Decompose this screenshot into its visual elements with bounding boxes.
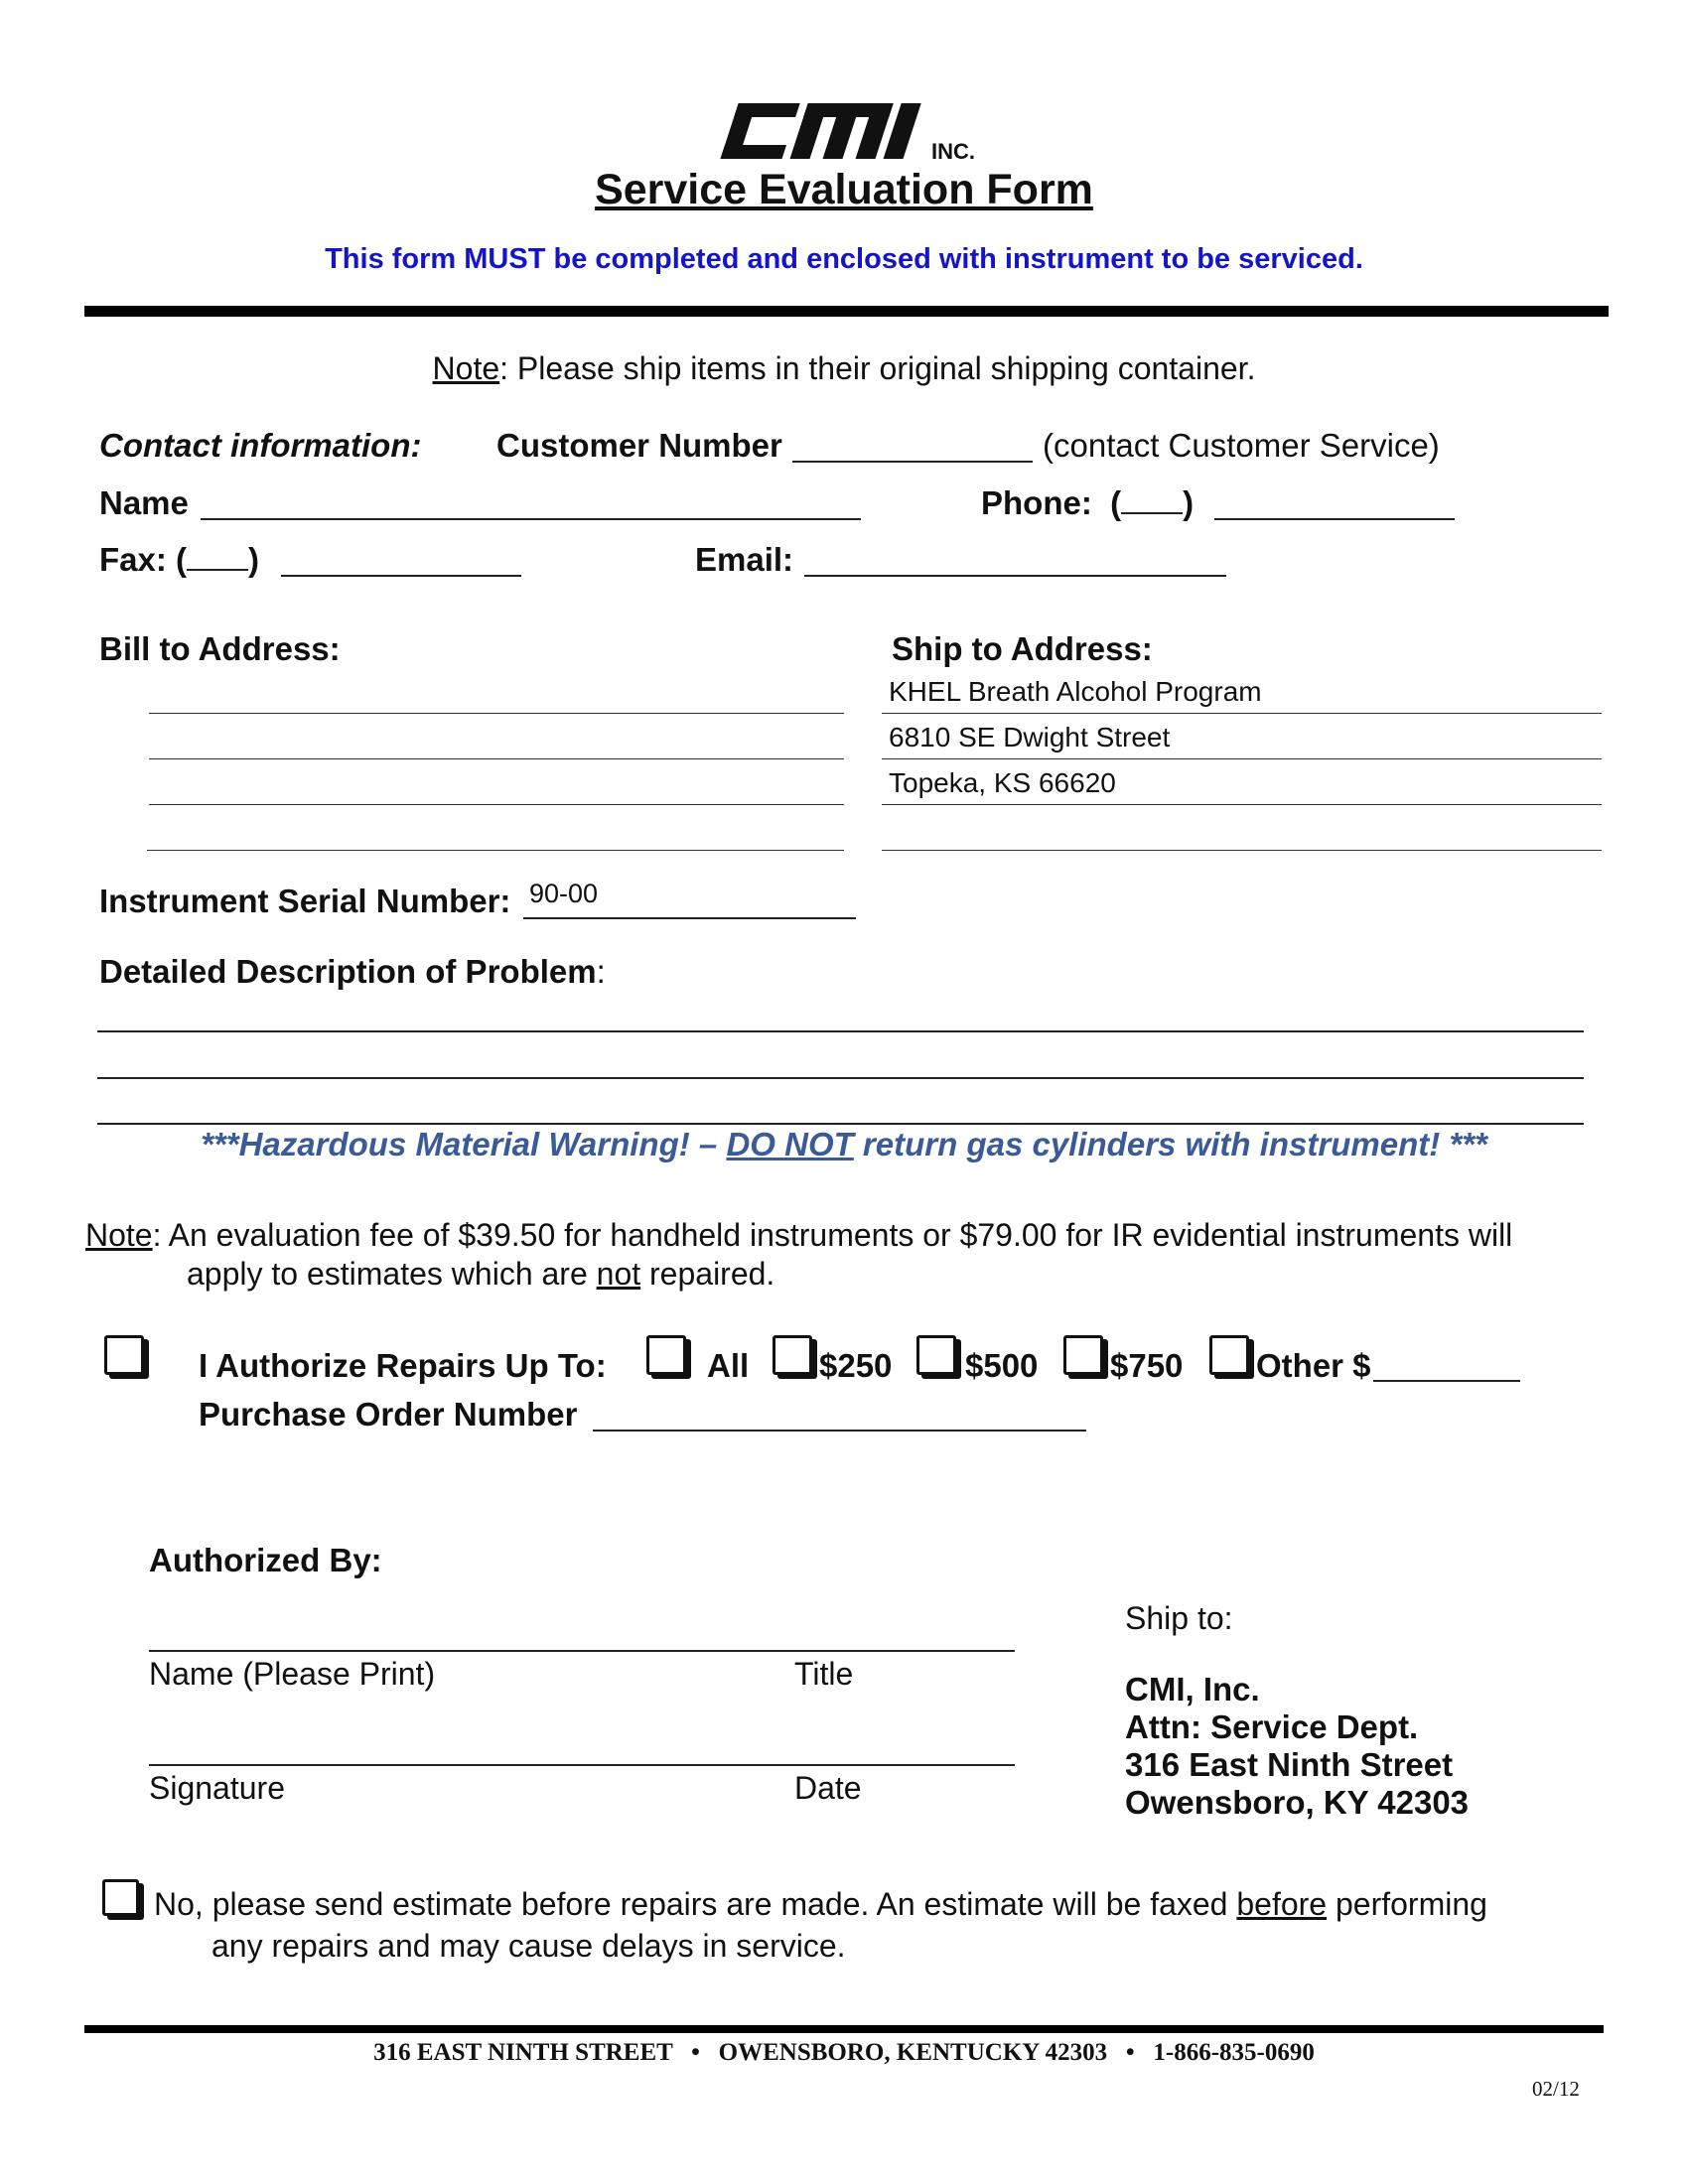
fee-note-line-2 xyxy=(187,1256,774,1293)
option-750-label: $750 xyxy=(1110,1347,1184,1384)
note-text: : Please ship items in their original shipping container. xyxy=(499,350,1256,386)
company-logo xyxy=(710,99,958,163)
footer-address xyxy=(0,2039,1688,2067)
option-other-checkbox[interactable] xyxy=(1209,1335,1249,1375)
phone-label xyxy=(981,484,1194,522)
fax-paren-close: ) xyxy=(248,541,260,578)
ship-to-line-4[interactable] xyxy=(882,850,1602,851)
estimate-before: before xyxy=(1236,1886,1328,1922)
name-field[interactable] xyxy=(201,518,861,520)
bill-to-label: Bill to Address: xyxy=(99,630,341,667)
fax-label xyxy=(99,541,259,579)
customer-number-hint: (contact Customer Service) xyxy=(1043,427,1440,464)
form-subtitle: This form MUST be completed and enclosed with instrument to be serviced. xyxy=(325,243,1363,275)
option-500-label: $500 xyxy=(965,1347,1039,1384)
ship-to-line-1[interactable] xyxy=(882,713,1602,714)
footer-bullet-2: • xyxy=(1125,2039,1135,2066)
hazard-warning xyxy=(0,1126,1688,1163)
fee-note-line-1 xyxy=(85,1217,1512,1254)
title-label: Title xyxy=(794,1656,854,1692)
bill-to-line-3[interactable] xyxy=(149,804,844,805)
serial-number-field[interactable] xyxy=(523,917,856,919)
name-label: Name xyxy=(99,484,189,521)
option-500-checkbox[interactable] xyxy=(916,1335,956,1375)
ship-to-city: Owensboro, KY 42303 xyxy=(1125,1784,1470,1821)
ship-to-attn: Attn: Service Dept. xyxy=(1125,1708,1419,1745)
fee-note-line2-b: repaired. xyxy=(640,1256,775,1292)
bill-to-line-2[interactable] xyxy=(149,758,844,759)
ship-to-address-line-3: Topeka, KS 66620 xyxy=(889,767,1116,798)
problem-line-1[interactable] xyxy=(97,1030,1584,1032)
ship-to-line-3[interactable] xyxy=(882,804,1602,805)
estimate-line-1 xyxy=(154,1886,1487,1923)
option-all-checkbox[interactable] xyxy=(646,1335,686,1375)
option-all-label: All xyxy=(707,1347,750,1384)
signature-label: Signature xyxy=(149,1770,285,1806)
bottom-rule xyxy=(84,2025,1604,2033)
name-print-label: Name (Please Print) xyxy=(149,1656,436,1692)
fax-area-code-field[interactable] xyxy=(187,568,248,571)
footer-phone: 1-866-835-0690 xyxy=(1153,2039,1315,2066)
send-estimate-checkbox[interactable] xyxy=(102,1879,139,1916)
bill-to-line-1[interactable] xyxy=(149,713,844,714)
ship-to-address-label: Ship to Address: xyxy=(892,630,1153,667)
serial-number-value[interactable]: 90-00 xyxy=(529,879,599,908)
hazard-warning-emphasis: DO NOT xyxy=(726,1126,854,1162)
phone-paren-open: ( xyxy=(1110,484,1122,521)
fax-label-text: Fax: xyxy=(99,541,167,578)
bill-to-line-4[interactable] xyxy=(147,850,844,851)
ship-to-address-line-1: KHEL Breath Alcohol Program xyxy=(889,676,1262,707)
problem-line-2[interactable] xyxy=(97,1077,1584,1079)
estimate-line-2: any repairs and may cause delays in service. xyxy=(211,1928,846,1964)
ship-to-company: CMI, Inc. xyxy=(1125,1671,1260,1707)
fax-number-field[interactable] xyxy=(281,575,521,577)
customer-number-field[interactable] xyxy=(792,461,1033,463)
po-number-label: Purchase Order Number xyxy=(199,1396,578,1433)
cmi-logo-icon xyxy=(710,99,958,163)
email-label: Email: xyxy=(695,541,794,578)
problem-label xyxy=(99,953,606,991)
option-other-label: Other $ xyxy=(1256,1347,1371,1384)
shipping-note xyxy=(0,350,1688,387)
name-print-field[interactable] xyxy=(149,1650,1015,1652)
ship-to-address-line-2: 6810 SE Dwight Street xyxy=(889,722,1171,752)
option-250-checkbox[interactable] xyxy=(773,1335,812,1375)
page-title: Service Evaluation Form xyxy=(595,166,1093,213)
footer-street: 316 EAST NINTH STREET xyxy=(373,2039,673,2066)
phone-paren-close: ) xyxy=(1183,484,1195,521)
customer-number-label: Customer Number xyxy=(496,427,782,464)
contact-heading: Contact information: xyxy=(99,427,422,464)
ship-to-line-2[interactable] xyxy=(882,758,1602,759)
authorize-label: I Authorize Repairs Up To: xyxy=(199,1347,607,1384)
note-label: Note xyxy=(432,350,500,386)
authorized-by-label: Authorized By: xyxy=(149,1542,382,1578)
footer-city: OWENSBORO, KENTUCKY 42303 xyxy=(718,2039,1108,2066)
option-250-label: $250 xyxy=(819,1347,893,1384)
signature-field[interactable] xyxy=(149,1764,1015,1766)
problem-label-text: Detailed Description of Problem xyxy=(99,953,597,990)
phone-label-text: Phone: xyxy=(981,484,1092,521)
footer-bullet-1: • xyxy=(691,2039,700,2066)
serial-number-label: Instrument Serial Number: xyxy=(99,883,511,919)
authorize-repairs-checkbox[interactable] xyxy=(104,1335,144,1375)
fee-note-not: not xyxy=(596,1256,641,1292)
hazard-warning-prefix: ***Hazardous Material Warning! – xyxy=(201,1126,727,1162)
date-label: Date xyxy=(794,1770,862,1806)
ship-to-label: Ship to: xyxy=(1125,1600,1233,1636)
top-rule xyxy=(84,306,1609,317)
other-amount-field[interactable] xyxy=(1373,1380,1520,1382)
problem-label-colon: : xyxy=(596,953,606,990)
email-field[interactable] xyxy=(804,575,1226,577)
hazard-warning-suffix: return gas cylinders with instrument! *** xyxy=(853,1126,1487,1162)
problem-line-3[interactable] xyxy=(97,1123,1584,1125)
logo-suffix: INC. xyxy=(931,139,975,164)
estimate-line1-a: No, please send estimate before repairs are made. An estimate will be faxed xyxy=(154,1886,1237,1922)
revision-code: 02/12 xyxy=(1532,2077,1580,2101)
option-750-checkbox[interactable] xyxy=(1063,1335,1103,1375)
fee-note-line2-a: apply to estimates which are xyxy=(187,1256,597,1292)
fee-note-text: : An evaluation fee of $39.50 for handheld instruments or $79.00 for IR evidential instruments will xyxy=(152,1217,1513,1253)
phone-area-code-field[interactable] xyxy=(1121,511,1183,514)
fee-note-label: Note xyxy=(85,1217,153,1253)
phone-number-field[interactable] xyxy=(1214,518,1455,520)
fax-paren-open: ( xyxy=(176,541,188,578)
estimate-line1-b: performing xyxy=(1327,1886,1487,1922)
po-number-field[interactable] xyxy=(593,1430,1086,1432)
ship-to-street: 316 East Ninth Street xyxy=(1125,1746,1454,1783)
